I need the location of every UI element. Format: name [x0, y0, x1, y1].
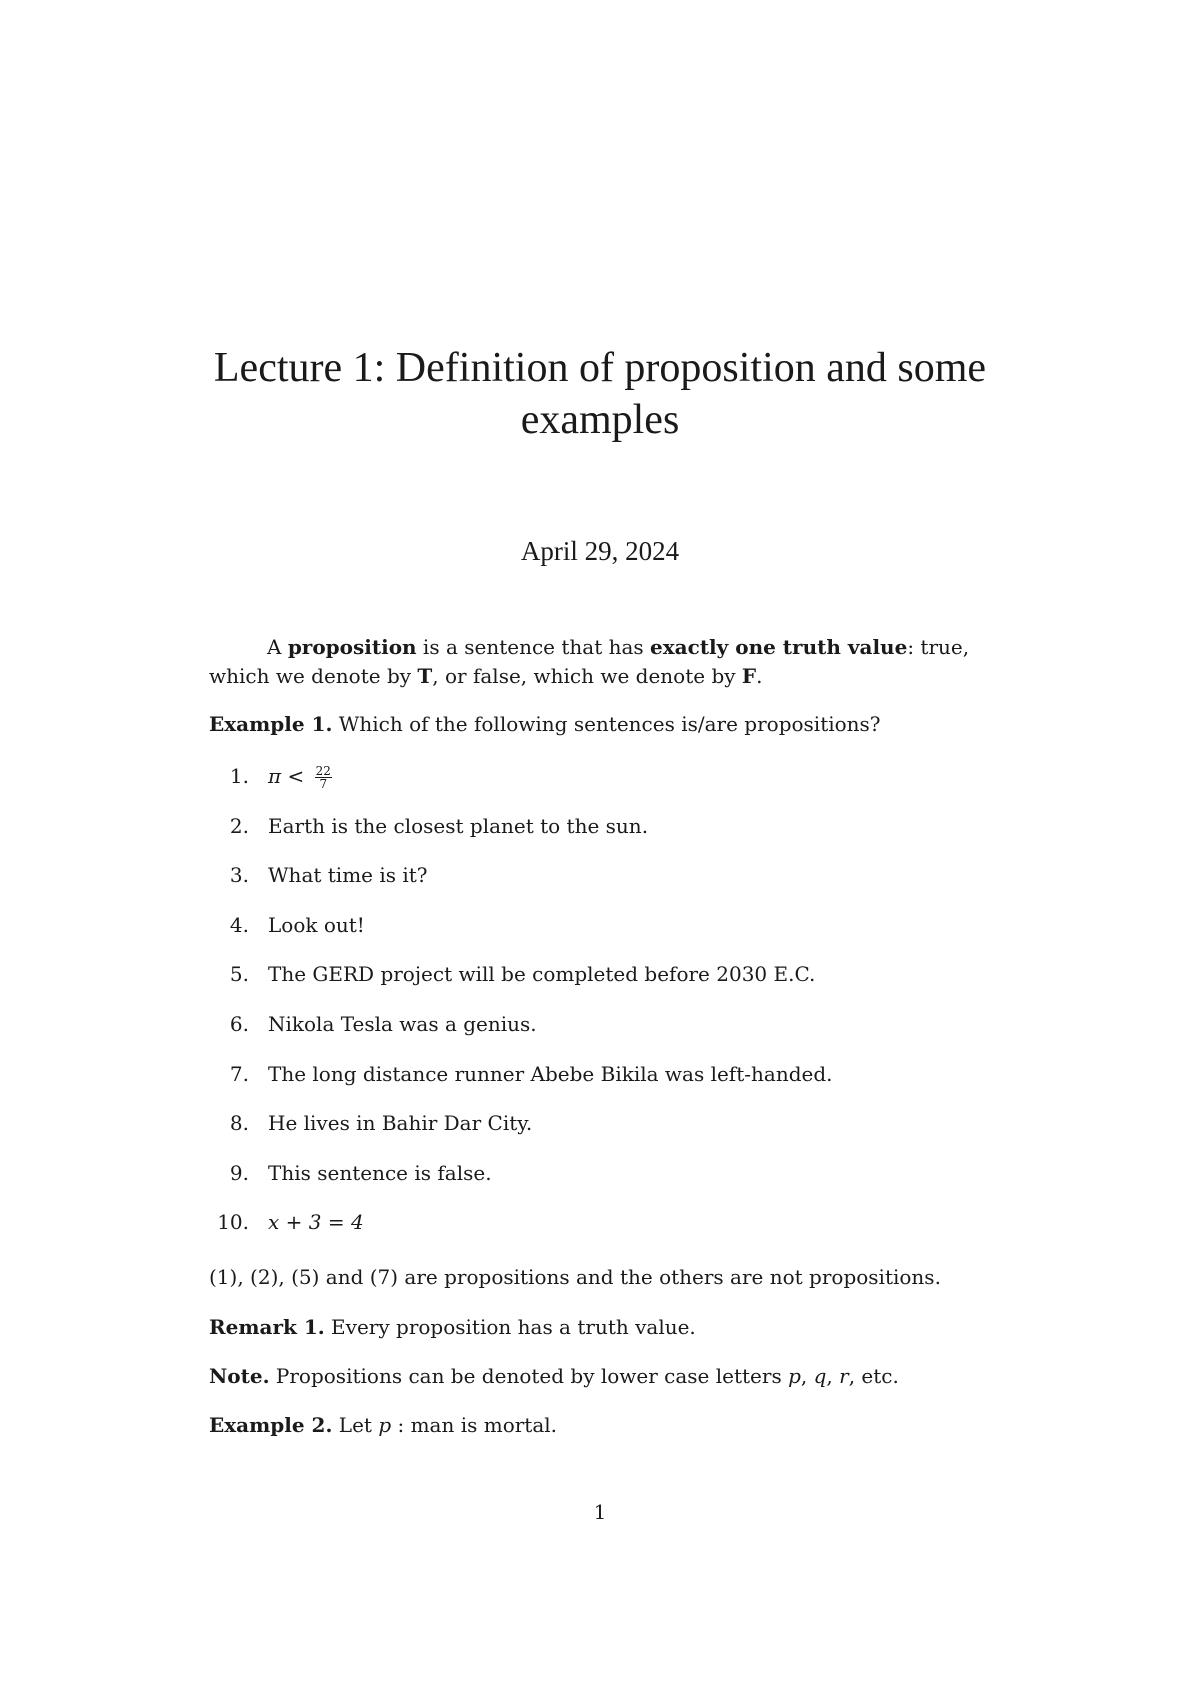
item-number: 1. [229, 764, 249, 788]
separator: , [800, 1364, 814, 1388]
item-text: Earth is the closest planet to the sun. [268, 813, 649, 838]
item-text: Look out! [268, 912, 365, 937]
list-item [209, 960, 999, 1010]
remark-text: Every proposition has a truth value. [324, 1315, 696, 1339]
list-item [209, 1060, 999, 1110]
term-proposition: proposition [287, 635, 417, 659]
fraction-numerator: 22 [315, 764, 331, 778]
text-span: . [756, 664, 763, 688]
item-number: 3. [229, 863, 249, 888]
item-number: 9. [229, 1160, 249, 1185]
item-text: What time is it? [268, 863, 428, 888]
item-number: 6. [229, 1011, 249, 1036]
item-text: This sentence is false. [268, 1160, 492, 1185]
note-text: Propositions can be denoted by lower case letters [269, 1364, 789, 1388]
item-number: 8. [229, 1111, 249, 1136]
variable-p: p [378, 1413, 392, 1437]
note-text-end: , etc. [848, 1364, 899, 1388]
variable-r: r [839, 1364, 849, 1388]
item-text: Nikola Tesla was a genius. [268, 1011, 537, 1036]
math-expression: π < [268, 764, 311, 788]
text-span: : true, which we denote by [209, 635, 970, 688]
list-item [209, 762, 999, 812]
text-span: , or false, which we denote by [432, 664, 742, 688]
example-2 [209, 1411, 999, 1440]
conclusion-paragraph: (1), (2), (5) and (7) are propositions and the others are not propositions. [209, 1265, 941, 1289]
list-item [209, 812, 999, 862]
item-number: 5. [229, 962, 249, 987]
text-span: is a sentence that has [416, 635, 651, 659]
page-number: 1 [593, 1500, 607, 1524]
example-1 [209, 710, 999, 739]
lecture-title: Lecture 1: Definition of proposition and some examples [213, 345, 987, 443]
item-number: 7. [229, 1061, 249, 1086]
symbol-true: T [417, 664, 433, 688]
list-item [209, 911, 999, 961]
list-item [209, 1109, 999, 1159]
item-number: 4. [229, 912, 249, 937]
item-text: The long distance runner Abebe Bikila was left-handed. [268, 1061, 833, 1086]
variable-p: p [788, 1364, 801, 1388]
item-number: 2. [229, 813, 249, 838]
note-label: Note. [209, 1364, 270, 1388]
fraction-denominator: 7 [319, 777, 328, 791]
list-item [209, 861, 999, 911]
item-text: He lives in Bahir Dar City. [268, 1111, 533, 1136]
sentence-list [209, 762, 999, 1258]
symbol-false: F [741, 664, 757, 688]
item-text [268, 762, 332, 791]
lecture-date: April 29, 2024 [520, 536, 680, 566]
list-item [209, 1159, 999, 1209]
fraction [315, 765, 332, 790]
term-truth-value: exactly one truth value [650, 635, 908, 659]
item-number: 10. [217, 1210, 249, 1235]
item-text: The GERD project will be completed before 2030 E.C. [268, 962, 816, 987]
note [209, 1362, 999, 1391]
text-span: A [267, 635, 288, 659]
example-1-text: Which of the following sentences is/are propositions? [332, 712, 881, 736]
list-item [209, 1208, 999, 1258]
definition-paragraph [209, 633, 999, 691]
example-1-label: Example 1. [209, 712, 333, 736]
remark-1 [209, 1313, 999, 1342]
variable-q: q [813, 1364, 827, 1388]
example-2-text: Let [332, 1413, 379, 1437]
example-2-label: Example 2. [209, 1413, 333, 1437]
separator: , [826, 1364, 840, 1388]
example-2-text-end: : man is mortal. [391, 1413, 558, 1437]
list-item [209, 1010, 999, 1060]
remark-label: Remark 1. [209, 1315, 325, 1339]
item-text: x + 3 = 4 [268, 1210, 364, 1235]
